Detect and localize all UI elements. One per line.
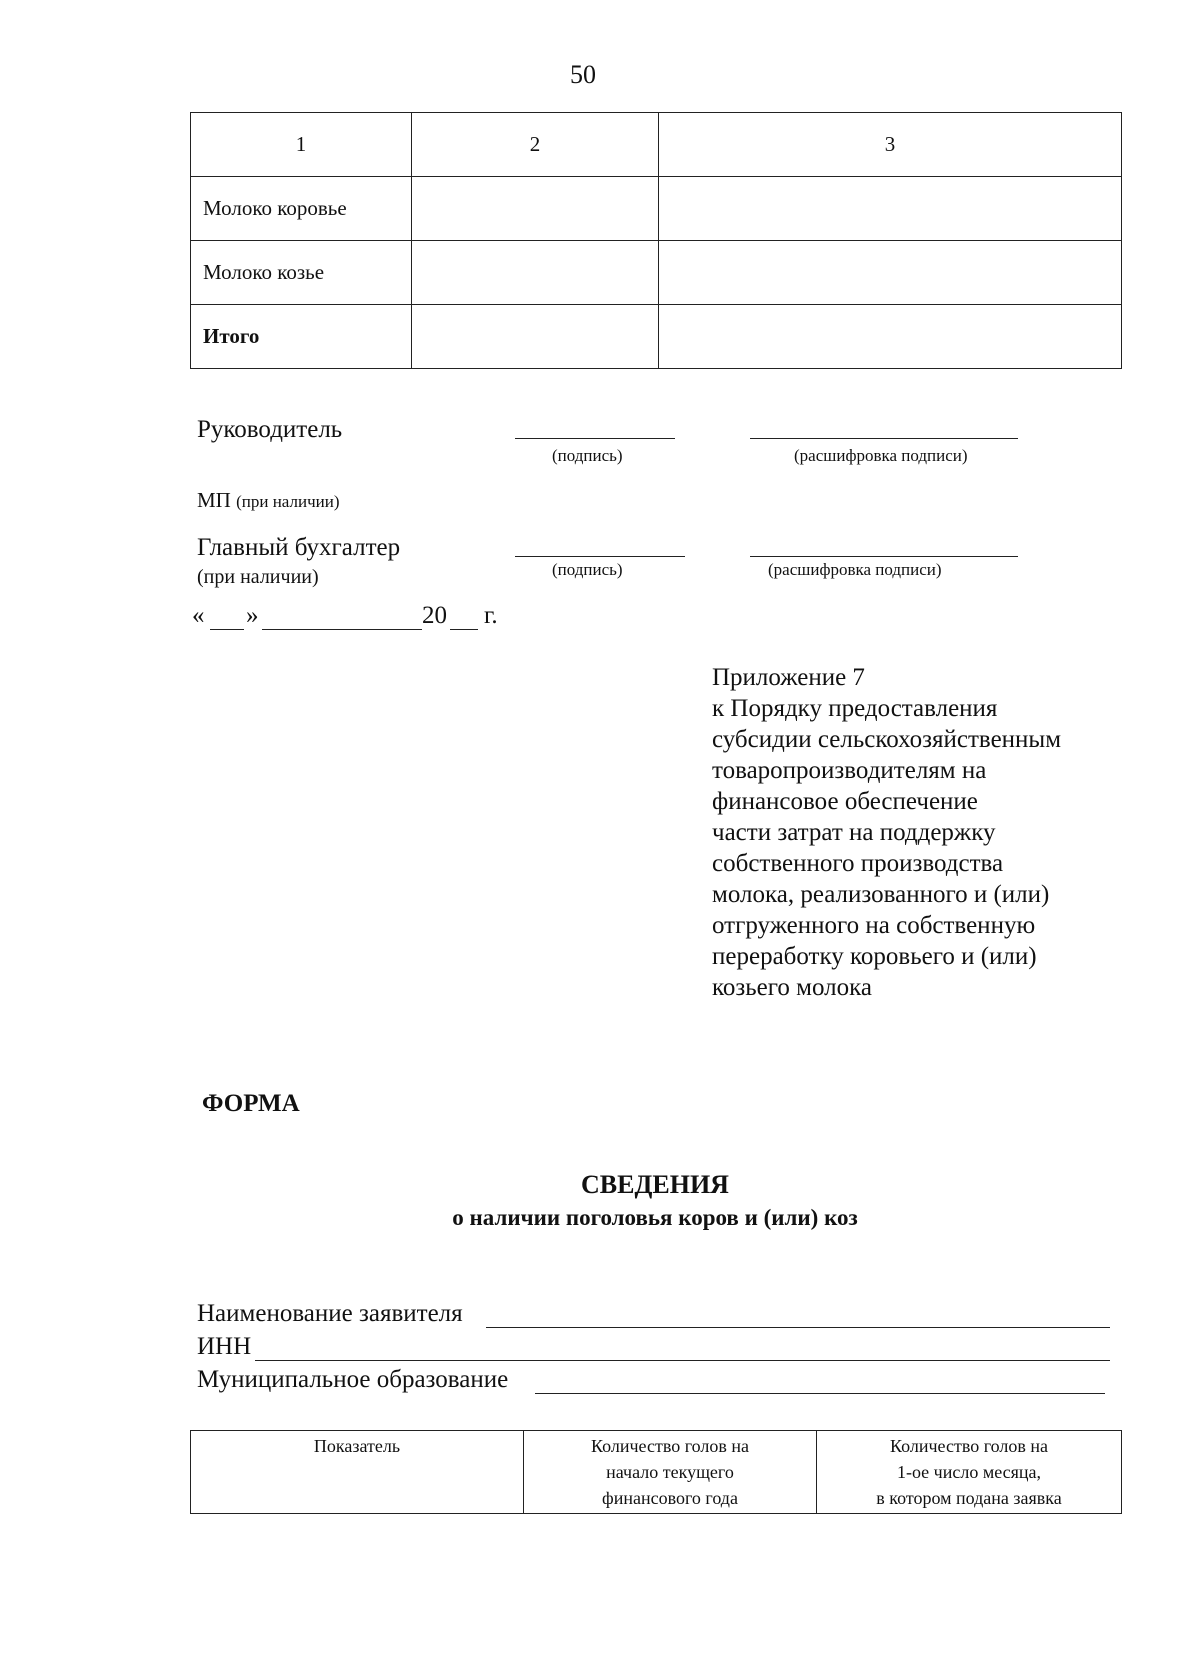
table-header-row [191, 113, 1122, 177]
municipality-input-line[interactable] [535, 1393, 1105, 1394]
date-suffix: г. [484, 602, 498, 629]
column-header-month-start [817, 1431, 1122, 1514]
signature-caption: (подпись) [552, 446, 623, 465]
annex-line: козьего молока [712, 974, 872, 1001]
date-open-quote: « [192, 602, 205, 629]
seal-note: (при наличии) [236, 492, 340, 511]
header-line: Количество голов на [889, 1436, 1048, 1456]
applicant-label: Наименование заявителя [197, 1300, 463, 1327]
decode-caption: (расшифровка подписи) [794, 446, 968, 465]
livestock-table [190, 1430, 1122, 1514]
annex-line: молока, реализованного и (или) [712, 881, 1050, 908]
header-line: 1-ое число месяца, [896, 1462, 1042, 1482]
annex-line: отгруженного на собственную [712, 912, 1036, 939]
seal-label: МП [197, 488, 231, 512]
date-year-line[interactable] [450, 629, 478, 630]
table-row-total [191, 305, 1122, 369]
form-subtitle: о наличии поголовья коров и (или) коз [452, 1205, 858, 1230]
annex-line: Приложение 7 [712, 664, 865, 691]
annex-line: собственного производства [712, 850, 1004, 877]
column-header: 2 [412, 113, 659, 177]
annex-line: товаропроизводителям на [712, 757, 987, 784]
row-label: Молоко коровье [191, 177, 412, 241]
row-label: Молоко козье [191, 241, 412, 305]
date-year-prefix: 20 [422, 602, 447, 629]
table-cell[interactable] [659, 177, 1122, 241]
table-cell[interactable] [412, 241, 659, 305]
form-label: ФОРМА [202, 1090, 300, 1117]
header-line: начало текущего [606, 1462, 734, 1482]
header-line: в котором подана заявка [876, 1488, 1062, 1508]
chief-accountant-note: (при наличии) [197, 566, 319, 588]
signature-caption: (подпись) [552, 560, 623, 579]
annex-line: части затрат на поддержку [712, 819, 996, 846]
column-header: 1 [191, 113, 412, 177]
head-label: Руководитель [197, 416, 343, 443]
column-header: 3 [659, 113, 1122, 177]
form-title: СВЕДЕНИЯ [581, 1170, 729, 1199]
table-cell[interactable] [412, 305, 659, 369]
column-header-start-year [524, 1431, 817, 1514]
chief-accountant-label: Главный бухгалтер [197, 534, 401, 561]
table-header-row [191, 1431, 1122, 1514]
accountant-signature-line[interactable] [515, 556, 685, 557]
page-number: 50 [570, 60, 596, 89]
milk-table [190, 112, 1122, 369]
date-day-line[interactable] [210, 629, 244, 630]
annex-line: переработку коровьего и (или) [712, 943, 1037, 970]
row-label-total: Итого [191, 305, 412, 369]
applicant-input-line[interactable] [486, 1327, 1110, 1328]
accountant-decode-line[interactable] [750, 556, 1018, 557]
date-month-line[interactable] [262, 629, 422, 630]
table-row [191, 241, 1122, 305]
table-cell[interactable] [412, 177, 659, 241]
annex-line: финансовое обеспечение [712, 788, 978, 815]
date-close-quote: » [246, 602, 259, 629]
annex-line: к Порядку предоставления [712, 695, 998, 722]
municipality-label: Муниципальное образование [197, 1366, 509, 1393]
inn-label: ИНН [197, 1333, 252, 1360]
table-cell[interactable] [659, 241, 1122, 305]
header-line: Количество голов на [590, 1436, 749, 1456]
decode-caption: (расшифровка подписи) [768, 560, 942, 579]
annex-line: субсидии сельскохозяйственным [712, 726, 1062, 753]
table-row [191, 177, 1122, 241]
head-decode-line[interactable] [750, 438, 1018, 439]
head-signature-line[interactable] [515, 438, 675, 439]
seal-mark [197, 488, 339, 513]
table-cell[interactable] [659, 305, 1122, 369]
column-header-indicator: Показатель [191, 1431, 524, 1514]
header-line: финансового года [602, 1488, 738, 1508]
inn-input-line[interactable] [255, 1360, 1110, 1361]
annex-block [712, 662, 1061, 1003]
